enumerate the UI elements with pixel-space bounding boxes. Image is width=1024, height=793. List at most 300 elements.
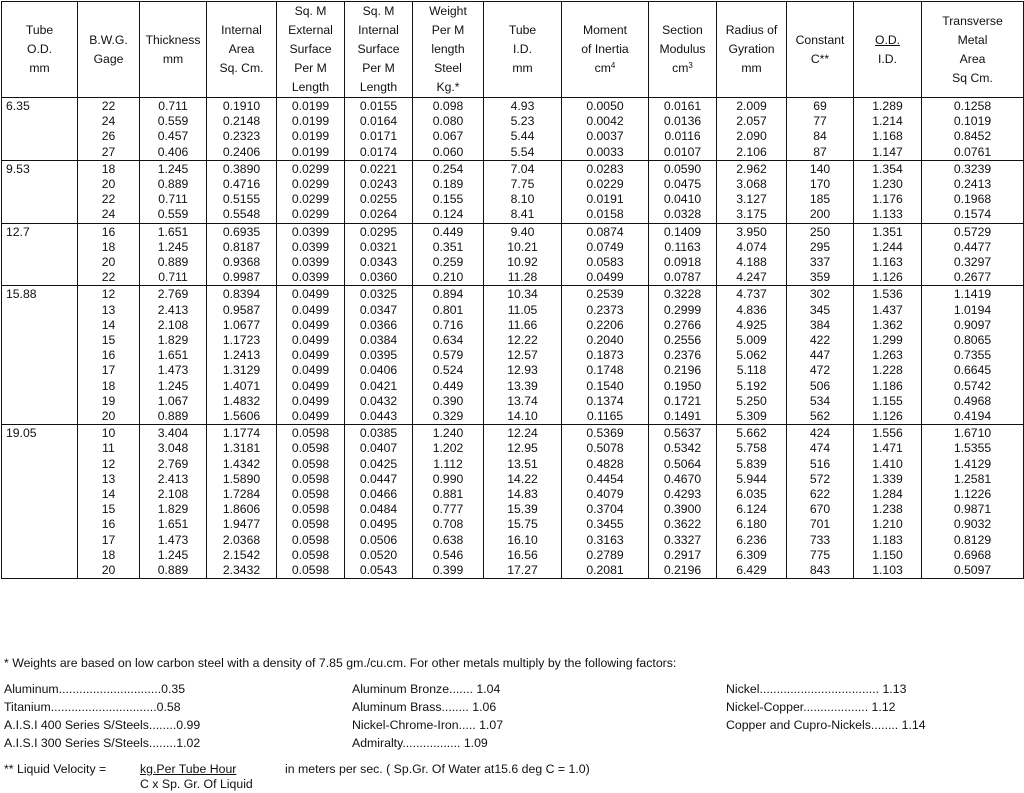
table-cell: 0.155 xyxy=(413,192,484,207)
header-line: Steel xyxy=(434,61,462,75)
column-header xyxy=(140,2,207,98)
table-cell: 17 xyxy=(78,533,140,548)
header-line: Gage xyxy=(93,51,124,66)
table-cell: 0.0918 xyxy=(649,255,717,270)
header-line xyxy=(650,59,715,78)
table-cell: 0.0590 xyxy=(649,160,717,177)
header-line: O.D. xyxy=(874,32,901,47)
header-line: C** xyxy=(810,51,830,66)
table-cell: 0.1019 xyxy=(922,114,1024,129)
table-cell: 6.429 xyxy=(717,563,787,579)
table-cell: 0.0295 xyxy=(345,223,413,240)
table-cell: 775 xyxy=(787,548,854,563)
table-cell: 1.112 xyxy=(413,457,484,472)
header-line: Per M xyxy=(294,61,327,75)
table-cell: 18 xyxy=(78,240,140,255)
table-cell: 0.0264 xyxy=(345,207,413,223)
header-unit-exponent: 3 xyxy=(688,61,693,70)
table-cell: 0.1721 xyxy=(649,394,717,409)
table-cell: 1.263 xyxy=(854,348,922,363)
table-cell: 4.247 xyxy=(717,270,787,286)
table-cell: 0.0299 xyxy=(277,160,345,177)
table-row xyxy=(2,318,1024,333)
table-cell: 1.067 xyxy=(140,394,207,409)
header-line: Moment xyxy=(582,23,628,37)
table-cell: 13 xyxy=(78,303,140,318)
tube-od-cell: 12.7 xyxy=(2,223,78,286)
table-cell: 0.0325 xyxy=(345,286,413,303)
column-header xyxy=(717,2,787,98)
table-cell: 1.536 xyxy=(854,286,922,303)
table-row xyxy=(2,177,1024,192)
table-cell: 701 xyxy=(787,517,854,532)
table-cell: 0.4293 xyxy=(649,487,717,502)
header-line: mm xyxy=(162,51,184,66)
header-line: Sq Cm. xyxy=(952,70,993,85)
table-cell: 0.0229 xyxy=(562,177,649,192)
table-cell: 0.3890 xyxy=(207,160,277,177)
table-cell: 5.009 xyxy=(717,333,787,348)
factor-admiralty: Admiralty................. 1.09 xyxy=(352,736,488,750)
table-cell: 1.186 xyxy=(854,379,922,394)
header-line: Constant xyxy=(795,32,845,47)
table-cell: 0.3622 xyxy=(649,517,717,532)
table-cell: 16.10 xyxy=(484,533,562,548)
table-cell: 1.155 xyxy=(854,394,922,409)
table-cell: 0.0598 xyxy=(277,517,345,532)
table-cell: 2.108 xyxy=(140,487,207,502)
table-row xyxy=(2,563,1024,579)
table-cell: 1.168 xyxy=(854,129,922,144)
table-cell: 14.83 xyxy=(484,487,562,502)
table-cell: 0.0321 xyxy=(345,240,413,255)
table-cell: 0.124 xyxy=(413,207,484,223)
table-cell: 0.1374 xyxy=(562,394,649,409)
table-cell: 185 xyxy=(787,192,854,207)
table-cell: 27 xyxy=(78,145,140,161)
table-cell: 3.950 xyxy=(717,223,787,240)
factor-nickel-copper: Nickel-Copper................... 1.12 xyxy=(726,700,896,714)
table-cell: 1.339 xyxy=(854,472,922,487)
table-cell: 1.230 xyxy=(854,177,922,192)
table-cell: 0.2196 xyxy=(649,363,717,378)
table-cell: 140 xyxy=(787,160,854,177)
table-cell: 1.473 xyxy=(140,363,207,378)
table-cell: 0.0466 xyxy=(345,487,413,502)
table-cell: 0.0495 xyxy=(345,517,413,532)
factor-aluminum-brass: Aluminum Brass........ 1.06 xyxy=(352,700,497,714)
table-row xyxy=(2,502,1024,517)
table-cell: 0.0484 xyxy=(345,502,413,517)
table-cell: 13.74 xyxy=(484,394,562,409)
table-cell: 0.9987 xyxy=(207,270,277,286)
table-cell: 15 xyxy=(78,333,140,348)
table-cell: 0.8129 xyxy=(922,533,1024,548)
table-cell: 4.93 xyxy=(484,98,562,115)
header-line: mm xyxy=(512,61,533,75)
table-cell: 1.7284 xyxy=(207,487,277,502)
table-cell: 0.351 xyxy=(413,240,484,255)
table-cell: 2.413 xyxy=(140,303,207,318)
header-line: Surface xyxy=(357,42,400,56)
table-cell: 4.188 xyxy=(717,255,787,270)
table-cell: 0.777 xyxy=(413,502,484,517)
table-cell: 0.711 xyxy=(140,270,207,286)
table-cell: 24 xyxy=(78,114,140,129)
table-cell: 0.060 xyxy=(413,145,484,161)
table-row xyxy=(2,348,1024,363)
table-cell: 1.829 xyxy=(140,502,207,517)
table-cell: 0.0199 xyxy=(277,129,345,144)
table-cell: 0.559 xyxy=(140,207,207,223)
table-cell: 0.990 xyxy=(413,472,484,487)
table-row xyxy=(2,394,1024,409)
table-cell: 0.3704 xyxy=(562,502,649,517)
table-cell: 8.10 xyxy=(484,192,562,207)
table-cell: 0.0506 xyxy=(345,533,413,548)
table-cell: 1.471 xyxy=(854,441,922,456)
header-line: of Inertia xyxy=(581,42,629,56)
table-cell: 87 xyxy=(787,145,854,161)
table-cell: 447 xyxy=(787,348,854,363)
table-cell: 0.0255 xyxy=(345,192,413,207)
table-cell: 0.1748 xyxy=(562,363,649,378)
table-cell: 5.192 xyxy=(717,379,787,394)
table-cell: 0.4828 xyxy=(562,457,649,472)
table-row xyxy=(2,548,1024,563)
table-cell: 670 xyxy=(787,502,854,517)
table-cell: 422 xyxy=(787,333,854,348)
table-cell: 0.0328 xyxy=(649,207,717,223)
table-cell: 0.0399 xyxy=(277,255,345,270)
table-cell: 0.0399 xyxy=(277,223,345,240)
header-line: Internal xyxy=(221,23,262,37)
table-cell: 0.2917 xyxy=(649,548,717,563)
table-cell: 1.362 xyxy=(854,318,922,333)
table-row xyxy=(2,286,1024,303)
table-cell: 0.3228 xyxy=(649,286,717,303)
table-cell: 0.0499 xyxy=(277,303,345,318)
table-cell: 0.406 xyxy=(140,145,207,161)
table-cell: 26 xyxy=(78,129,140,144)
table-cell: 384 xyxy=(787,318,854,333)
table-cell: 0.0199 xyxy=(277,145,345,161)
table-cell: 1.351 xyxy=(854,223,922,240)
table-cell: 0.0033 xyxy=(562,145,649,161)
table-cell: 0.5342 xyxy=(649,441,717,456)
table-cell: 0.5097 xyxy=(922,563,1024,579)
table-cell: 22 xyxy=(78,270,140,286)
column-header xyxy=(562,2,649,98)
table-cell: 0.0395 xyxy=(345,348,413,363)
table-cell: 1.4071 xyxy=(207,379,277,394)
table-cell: 0.1258 xyxy=(922,98,1024,115)
table-cell: 18 xyxy=(78,160,140,177)
table-cell: 1.284 xyxy=(854,487,922,502)
table-cell: 562 xyxy=(787,409,854,425)
header-line: Kg.* xyxy=(436,80,460,94)
table-cell: 170 xyxy=(787,177,854,192)
column-header xyxy=(413,2,484,98)
table-cell: 622 xyxy=(787,487,854,502)
table-cell: 7.75 xyxy=(484,177,562,192)
table-cell: 1.228 xyxy=(854,363,922,378)
table-cell: 0.2677 xyxy=(922,270,1024,286)
table-cell: 0.801 xyxy=(413,303,484,318)
column-header xyxy=(922,2,1024,98)
table-cell: 0.0399 xyxy=(277,270,345,286)
table-cell: 843 xyxy=(787,563,854,579)
table-cell: 14 xyxy=(78,318,140,333)
table-cell: 20 xyxy=(78,409,140,425)
table-cell: 18 xyxy=(78,379,140,394)
table-cell: 1.289 xyxy=(854,98,922,115)
table-cell: 1.4832 xyxy=(207,394,277,409)
table-cell: 0.0385 xyxy=(345,425,413,442)
table-cell: 0.6645 xyxy=(922,363,1024,378)
table-cell: 1.437 xyxy=(854,303,922,318)
table-cell: 22 xyxy=(78,98,140,115)
table-cell: 1.0677 xyxy=(207,318,277,333)
table-cell: 0.579 xyxy=(413,348,484,363)
table-cell: 0.0499 xyxy=(277,409,345,425)
table-cell: 0.889 xyxy=(140,177,207,192)
table-cell: 0.2376 xyxy=(649,348,717,363)
table-cell: 0.0499 xyxy=(277,333,345,348)
table-cell: 0.0107 xyxy=(649,145,717,161)
table-cell: 0.399 xyxy=(413,563,484,579)
table-cell: 0.0425 xyxy=(345,457,413,472)
header-line: mm xyxy=(29,61,50,75)
table-cell: 12.57 xyxy=(484,348,562,363)
table-cell: 0.9871 xyxy=(922,502,1024,517)
table-cell: 0.0598 xyxy=(277,548,345,563)
table-cell: 2.0368 xyxy=(207,533,277,548)
table-row xyxy=(2,379,1024,394)
table-cell: 0.0199 xyxy=(277,98,345,115)
table-cell: 2.3432 xyxy=(207,563,277,579)
table-cell: 1.1774 xyxy=(207,425,277,442)
table-cell: 200 xyxy=(787,207,854,223)
table-cell: 0.0171 xyxy=(345,129,413,144)
table-row xyxy=(2,160,1024,177)
table-cell: 1.3181 xyxy=(207,441,277,456)
column-header xyxy=(649,2,717,98)
velocity-label: ** Liquid Velocity = xyxy=(4,762,107,776)
table-cell: 0.0384 xyxy=(345,333,413,348)
table-cell: 1.354 xyxy=(854,160,922,177)
header-line: Tube xyxy=(25,23,54,37)
header-line: Length xyxy=(291,80,330,94)
table-cell: 0.067 xyxy=(413,129,484,144)
table-cell: 0.259 xyxy=(413,255,484,270)
table-cell: 0.0164 xyxy=(345,114,413,129)
table-cell: 15.39 xyxy=(484,502,562,517)
table-cell: 0.559 xyxy=(140,114,207,129)
table-row xyxy=(2,457,1024,472)
table-cell: 0.0543 xyxy=(345,563,413,579)
table-cell: 0.5078 xyxy=(562,441,649,456)
table-cell: 3.127 xyxy=(717,192,787,207)
header-line: B.W.G. xyxy=(89,32,128,47)
table-cell: 0.2196 xyxy=(649,563,717,579)
header-line: Per M xyxy=(431,23,465,37)
table-cell: 0.189 xyxy=(413,177,484,192)
table-cell: 1.176 xyxy=(854,192,922,207)
velocity-numerator: kg.Per Tube Hour xyxy=(140,762,237,776)
table-cell: 1.3129 xyxy=(207,363,277,378)
header-line: Internal xyxy=(358,23,399,37)
table-cell: 0.3455 xyxy=(562,517,649,532)
table-cell: 0.2206 xyxy=(562,318,649,333)
table-cell: 0.0598 xyxy=(277,441,345,456)
table-cell: 506 xyxy=(787,379,854,394)
table-row xyxy=(2,333,1024,348)
table-cell: 0.1165 xyxy=(562,409,649,425)
header-line: Sq. M xyxy=(362,4,395,18)
factor-nickel-chrome-iron: Nickel-Chrome-Iron..... 1.07 xyxy=(352,718,504,732)
table-cell: 0.716 xyxy=(413,318,484,333)
table-cell: 13.51 xyxy=(484,457,562,472)
header-line: Metal xyxy=(957,32,988,47)
table-cell: 1.1723 xyxy=(207,333,277,348)
table-cell: 0.4477 xyxy=(922,240,1024,255)
table-cell: 5.839 xyxy=(717,457,787,472)
table-cell: 0.0343 xyxy=(345,255,413,270)
table-cell: 0.708 xyxy=(413,517,484,532)
table-cell: 0.2539 xyxy=(562,286,649,303)
table-cell: 345 xyxy=(787,303,854,318)
table-cell: 17.27 xyxy=(484,563,562,579)
table-cell: 1.103 xyxy=(854,563,922,579)
table-cell: 0.8187 xyxy=(207,240,277,255)
factor-copper-cupro-nickels: Copper and Cupro-Nickels........ 1.14 xyxy=(726,718,926,732)
table-cell: 10.34 xyxy=(484,286,562,303)
table-cell: 6.035 xyxy=(717,487,787,502)
table-row xyxy=(2,240,1024,255)
table-cell: 0.5064 xyxy=(649,457,717,472)
table-cell: 1.245 xyxy=(140,160,207,177)
header-line: Sq. Cm. xyxy=(219,61,264,75)
table-cell: 15.75 xyxy=(484,517,562,532)
table-cell: 0.0283 xyxy=(562,160,649,177)
table-cell: 16.56 xyxy=(484,548,562,563)
table-cell: 0.0749 xyxy=(562,240,649,255)
table-cell: 1.651 xyxy=(140,348,207,363)
header-line: I.D. xyxy=(513,42,532,56)
table-row xyxy=(2,409,1024,425)
table-cell: 0.0598 xyxy=(277,457,345,472)
table-cell: 0.0191 xyxy=(562,192,649,207)
table-cell: 1.210 xyxy=(854,517,922,532)
table-cell: 0.0366 xyxy=(345,318,413,333)
table-cell: 0.2323 xyxy=(207,129,277,144)
table-cell: 3.068 xyxy=(717,177,787,192)
table-row xyxy=(2,98,1024,115)
table-cell: 6.236 xyxy=(717,533,787,548)
table-cell: 0.711 xyxy=(140,98,207,115)
table-header-row xyxy=(2,2,1024,98)
table-cell: 0.449 xyxy=(413,223,484,240)
column-header xyxy=(277,2,345,98)
header-line: Length xyxy=(359,80,398,94)
table-cell: 0.0432 xyxy=(345,394,413,409)
table-cell: 0.0499 xyxy=(277,394,345,409)
table-cell: 10 xyxy=(78,425,140,442)
table-cell: 0.0447 xyxy=(345,472,413,487)
table-cell: 474 xyxy=(787,441,854,456)
table-cell: 1.2413 xyxy=(207,348,277,363)
table-row xyxy=(2,255,1024,270)
table-cell: 0.449 xyxy=(413,379,484,394)
table-cell: 1.8606 xyxy=(207,502,277,517)
header-unit: cm xyxy=(672,61,689,75)
table-cell: 69 xyxy=(787,98,854,115)
header-line: Transverse xyxy=(942,13,1003,28)
table-cell: 0.7355 xyxy=(922,348,1024,363)
header-line: Gyration xyxy=(728,42,775,56)
table-cell: 1.4129 xyxy=(922,457,1024,472)
table-cell: 0.1491 xyxy=(649,409,717,425)
table-cell: 516 xyxy=(787,457,854,472)
table-cell: 0.3239 xyxy=(922,160,1024,177)
column-header xyxy=(2,2,78,98)
table-cell: 3.175 xyxy=(717,207,787,223)
table-cell: 1.244 xyxy=(854,240,922,255)
table-cell: 4.074 xyxy=(717,240,787,255)
table-cell: 1.245 xyxy=(140,240,207,255)
tube-od-cell: 19.05 xyxy=(2,425,78,579)
table-cell: 1.240 xyxy=(413,425,484,442)
table-cell: 0.2766 xyxy=(649,318,717,333)
table-row xyxy=(2,487,1024,502)
table-cell: 0.0299 xyxy=(277,207,345,223)
table-cell: 0.3163 xyxy=(562,533,649,548)
table-cell: 20 xyxy=(78,177,140,192)
table-cell: 4.925 xyxy=(717,318,787,333)
table-cell: 0.210 xyxy=(413,270,484,286)
table-cell: 0.0360 xyxy=(345,270,413,286)
table-cell: 0.0598 xyxy=(277,502,345,517)
table-row xyxy=(2,472,1024,487)
table-cell: 0.894 xyxy=(413,286,484,303)
table-cell: 0.1950 xyxy=(649,379,717,394)
table-cell: 20 xyxy=(78,255,140,270)
table-cell: 6.180 xyxy=(717,517,787,532)
table-cell: 0.1873 xyxy=(562,348,649,363)
table-cell: 0.881 xyxy=(413,487,484,502)
header-line: Radius of xyxy=(725,23,778,37)
table-cell: 8.41 xyxy=(484,207,562,223)
table-cell: 295 xyxy=(787,240,854,255)
table-cell: 1.1226 xyxy=(922,487,1024,502)
table-cell: 1.163 xyxy=(854,255,922,270)
table-cell: 2.009 xyxy=(717,98,787,115)
table-cell: 0.2081 xyxy=(562,563,649,579)
table-cell: 0.0499 xyxy=(277,363,345,378)
table-cell: 10.21 xyxy=(484,240,562,255)
table-cell: 424 xyxy=(787,425,854,442)
table-cell: 0.3900 xyxy=(649,502,717,517)
table-cell: 1.126 xyxy=(854,270,922,286)
table-row xyxy=(2,129,1024,144)
table-cell: 0.5742 xyxy=(922,379,1024,394)
column-header xyxy=(207,2,277,98)
table-cell: 0.390 xyxy=(413,394,484,409)
table-cell: 13.39 xyxy=(484,379,562,394)
table-cell: 0.0583 xyxy=(562,255,649,270)
table-cell: 24 xyxy=(78,207,140,223)
